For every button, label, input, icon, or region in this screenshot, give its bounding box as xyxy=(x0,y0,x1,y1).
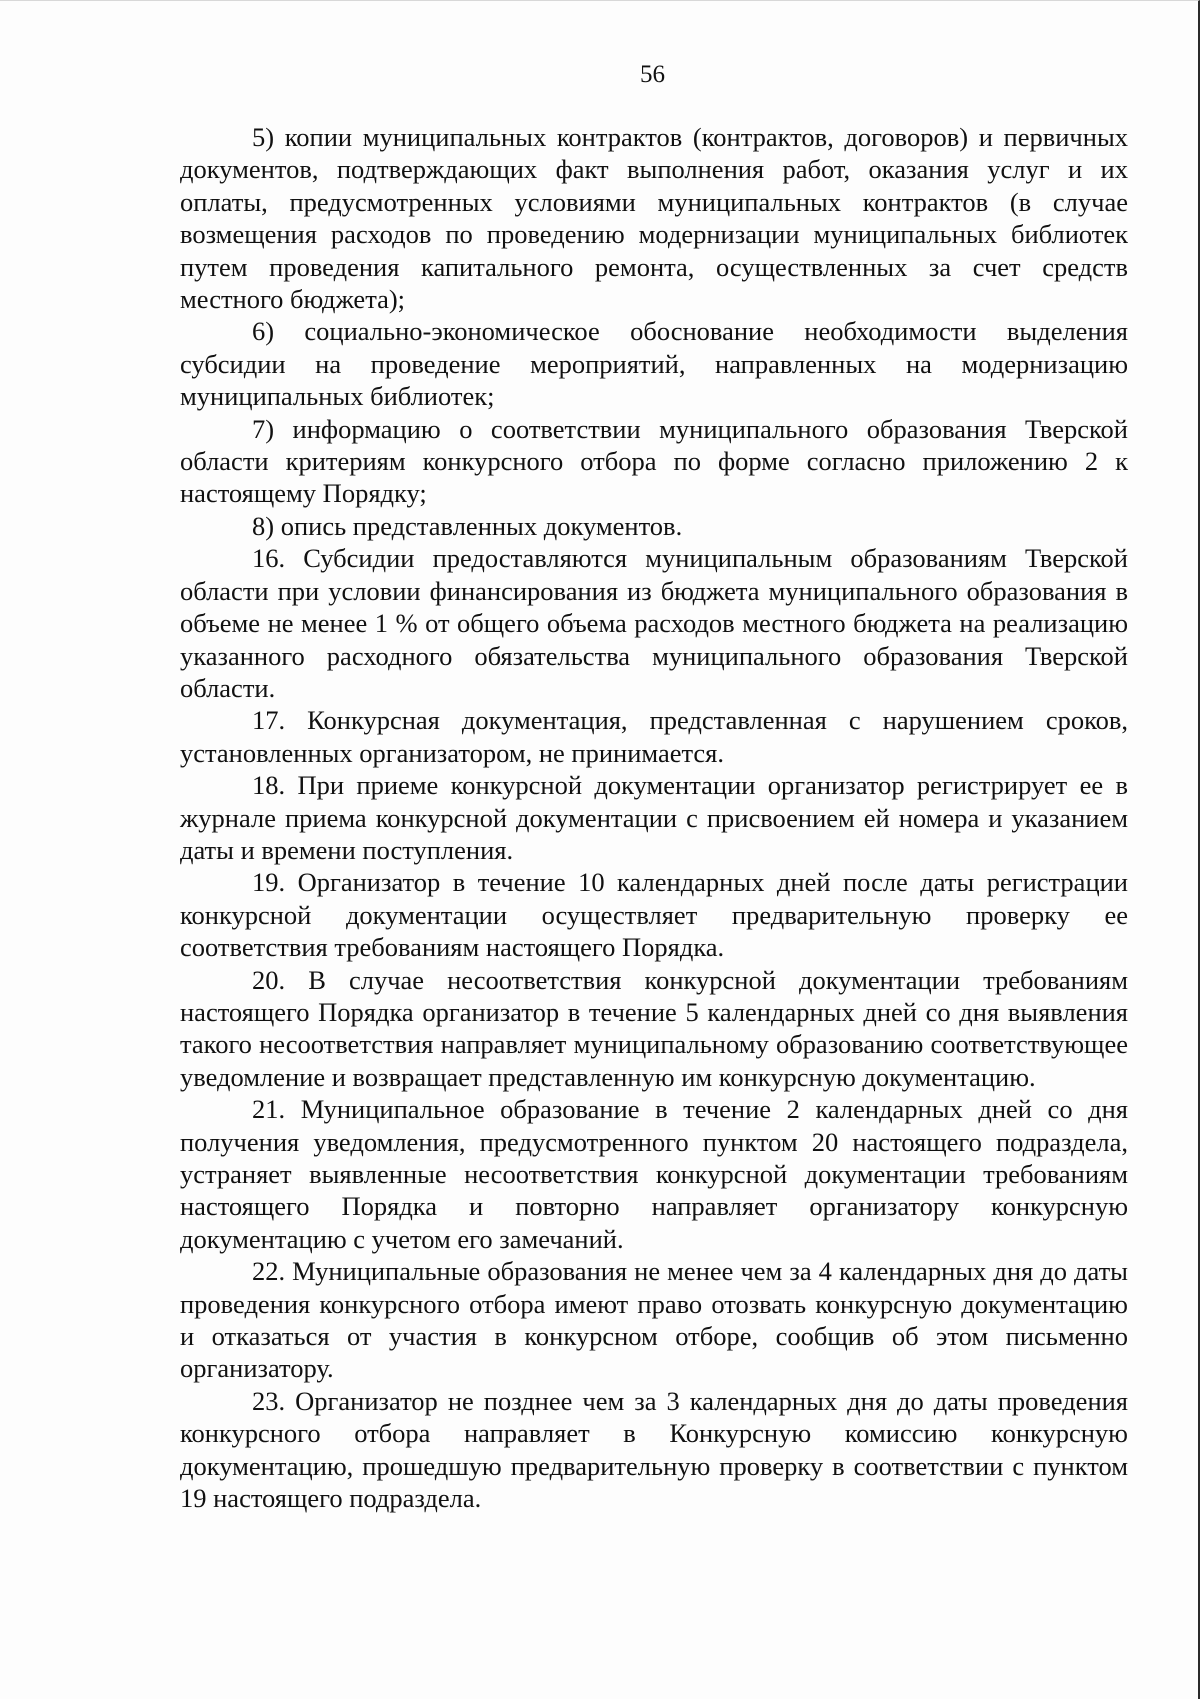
paragraph-21: 21. Муниципальное образование в течение 2 календарных дней со дня получения уведомления, предусмотренного пунктом 20 настоящего подраздела, устраняет выявленные несоответствия конкурсной документации требованиям настоящего Порядка и повторно направляет организатору конкурсную документацию с учетом его замечаний. xyxy=(180,1094,1128,1254)
paragraph-item-7: 7) информацию о соответствии муниципального образования Тверской области критериям конкурсного отбора по форме согласно приложению 2 к настоящему Порядку; xyxy=(180,413,1128,509)
document-body xyxy=(180,121,1128,1514)
paragraph-23: 23. Организатор не позднее чем за 3 календарных дня до даты проведения конкурсного отбора направляет в Конкурсную комиссию конкурсную документацию, прошедшую предварительную проверку в соответствии с пунктом 19 настоящего подраздела. xyxy=(180,1385,1128,1514)
paragraph-22: 22. Муниципальные образования не менее чем за 4 календарных дня до даты проведения конкурсного отбора имеют право отозвать конкурсную документацию и отказаться от участия в конкурсном отборе, сообщив об этом письменно организатору. xyxy=(180,1256,1128,1384)
paragraph-17: 17. Конкурсная документация, представленная с нарушением сроков, установленных организатором, не принимается. xyxy=(180,705,1128,768)
paragraph-18: 18. При приеме конкурсной документации организатор регистрирует ее в журнале приема конкурсной документации с присвоением ей номера и указанием даты и времени поступления. xyxy=(180,770,1128,865)
paragraph-19: 19. Организатор в течение 10 календарных дней после даты регистрации конкурсной документации осуществляет предварительную проверку ее соответствия требованиям настоящего Порядка. xyxy=(180,867,1128,963)
paragraph-item-6: 6) социально-экономическое обоснование необходимости выделения субсидии на проведение мероприятий, направленных на модернизацию муниципальных библиотек; xyxy=(180,316,1128,412)
page-number: 56 xyxy=(640,61,665,88)
paragraph-20: 20. В случае несоответствия конкурсной документации требованиям настоящего Порядка организатор в течение 5 календарных дней со дня выявления такого несоответствия направляет муниципальному образованию соответствующее уведомление и возвращает представленную им конкурсную документацию. xyxy=(180,964,1128,1092)
paragraph-16: 16. Субсидии предоставляются муниципальным образованиям Тверской области при условии финансирования из бюджета муниципального образования в объеме не менее 1 % от общего объема расходов местного бюджета на реализацию указанного расходного обязательства муниципального образования Тверской области. xyxy=(180,543,1128,703)
paragraph-item-5: 5) копии муниципальных контрактов (контрактов, договоров) и первичных документов, подтверждающих факт выполнения работ, оказания услуг и их оплаты, предусмотренных условиями муниципальных контрактов (в случае возмещения расходов по проведению модернизации муниципальных библиотек путем проведения капитального ремонта, осуществленных за счет средств местного бюджета); xyxy=(180,122,1128,315)
paragraph-item-8: 8) опись представленных документов. xyxy=(252,510,683,541)
